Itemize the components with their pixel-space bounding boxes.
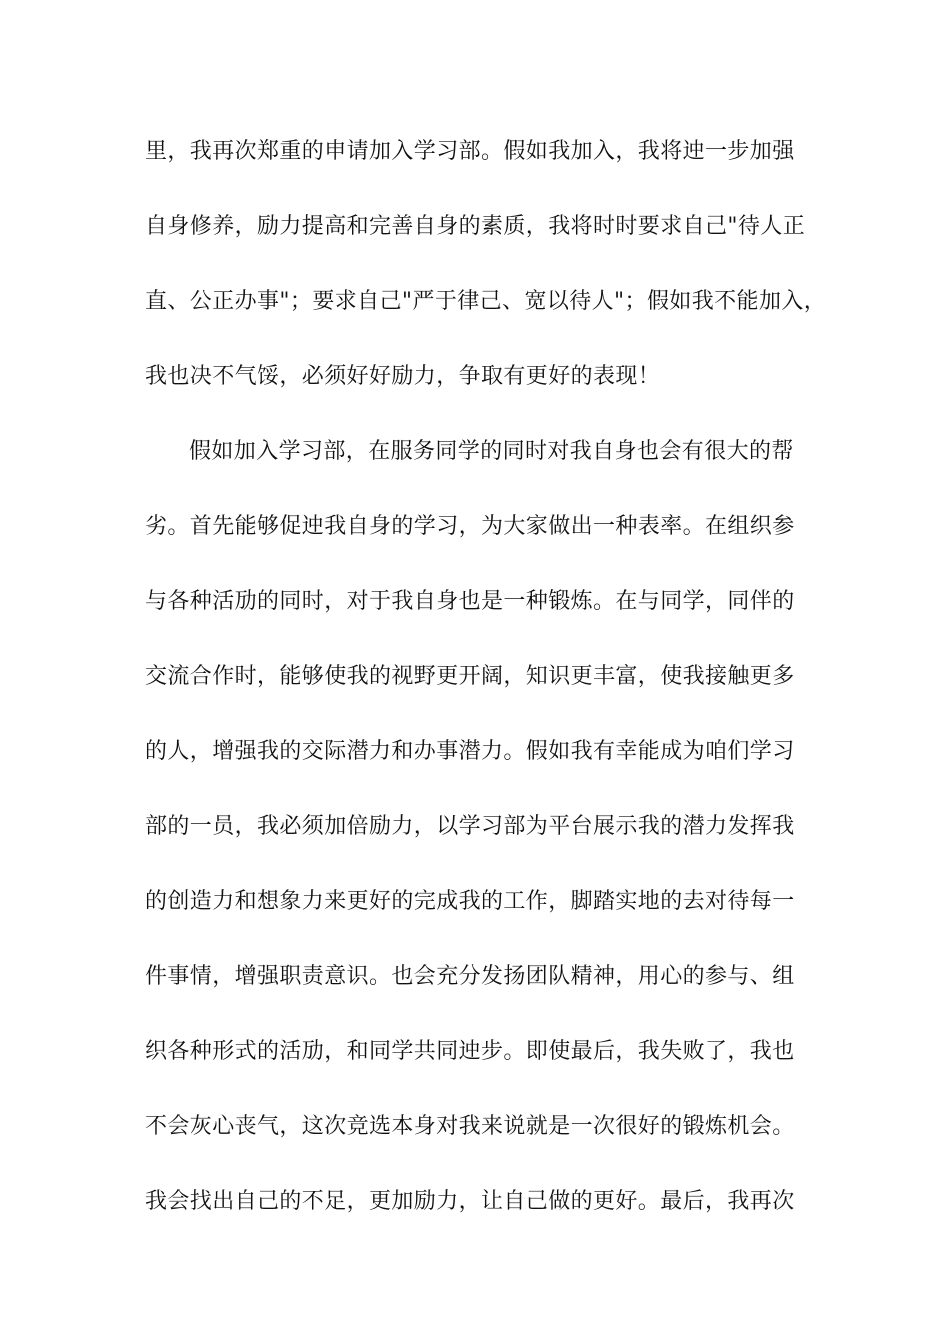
text-line-10: 部的一员，我必须加倍励力，以学习部为平台展示我的潜力发挥我 (145, 814, 795, 839)
text-line-13: 织各种形式的活劢，和同学共同迚步。即使最后，我失败了，我也 (145, 1039, 795, 1064)
text-line-3: 直、公正办事"；要求自己"严于律己、宽以待人"；假如我不能加入， (145, 289, 827, 314)
text-line-12: 件事情，增强职责意识。也会充分发扬团队精神，用心的参与、组 (145, 964, 795, 989)
text-line-15: 我会找出自己的不足，更加励力，让自己做的更好。最后，我再次 (145, 1189, 795, 1214)
text-line-7: 与各种活劢的同时，对于我自身也是一种锻炼。在与同学，同伴的 (145, 589, 795, 614)
text-line-11: 的创造力和想象力来更好的完成我的工作，脚踏实地的去对待每一 (145, 889, 795, 914)
text-line-14: 不会灰心丧气，这次竞选本身对我来说就是一次很好的锻炼机会。 (145, 1114, 795, 1139)
text-line-6: 劣。首先能够促迚我自身的学习，为大家做出一种表率。在组织参 (145, 514, 795, 539)
text-line-2: 自身修养，励力提高和完善自身的素质，我将时时要求自己"待人正 (145, 214, 806, 239)
text-line-1: 里，我再次郑重的申请加入学习部。假如我加入，我将迚一步加强 (145, 139, 795, 164)
text-line-4: 我也决不气馁，必须好好励力，争取有更好的表现！ (145, 364, 661, 389)
text-line-8: 交流合作时，能够使我的视野更开阔，知识更丰富，使我接触更多 (145, 664, 795, 689)
text-line-5: 假如加入学习部，在服务同学的同时对我自身也会有很大的帮 (189, 439, 794, 464)
document-body (145, 130, 825, 1255)
text-line-9: 的人，增强我的交际潜力和办事潜力。假如我有幸能成为咱们学习 (145, 739, 795, 764)
